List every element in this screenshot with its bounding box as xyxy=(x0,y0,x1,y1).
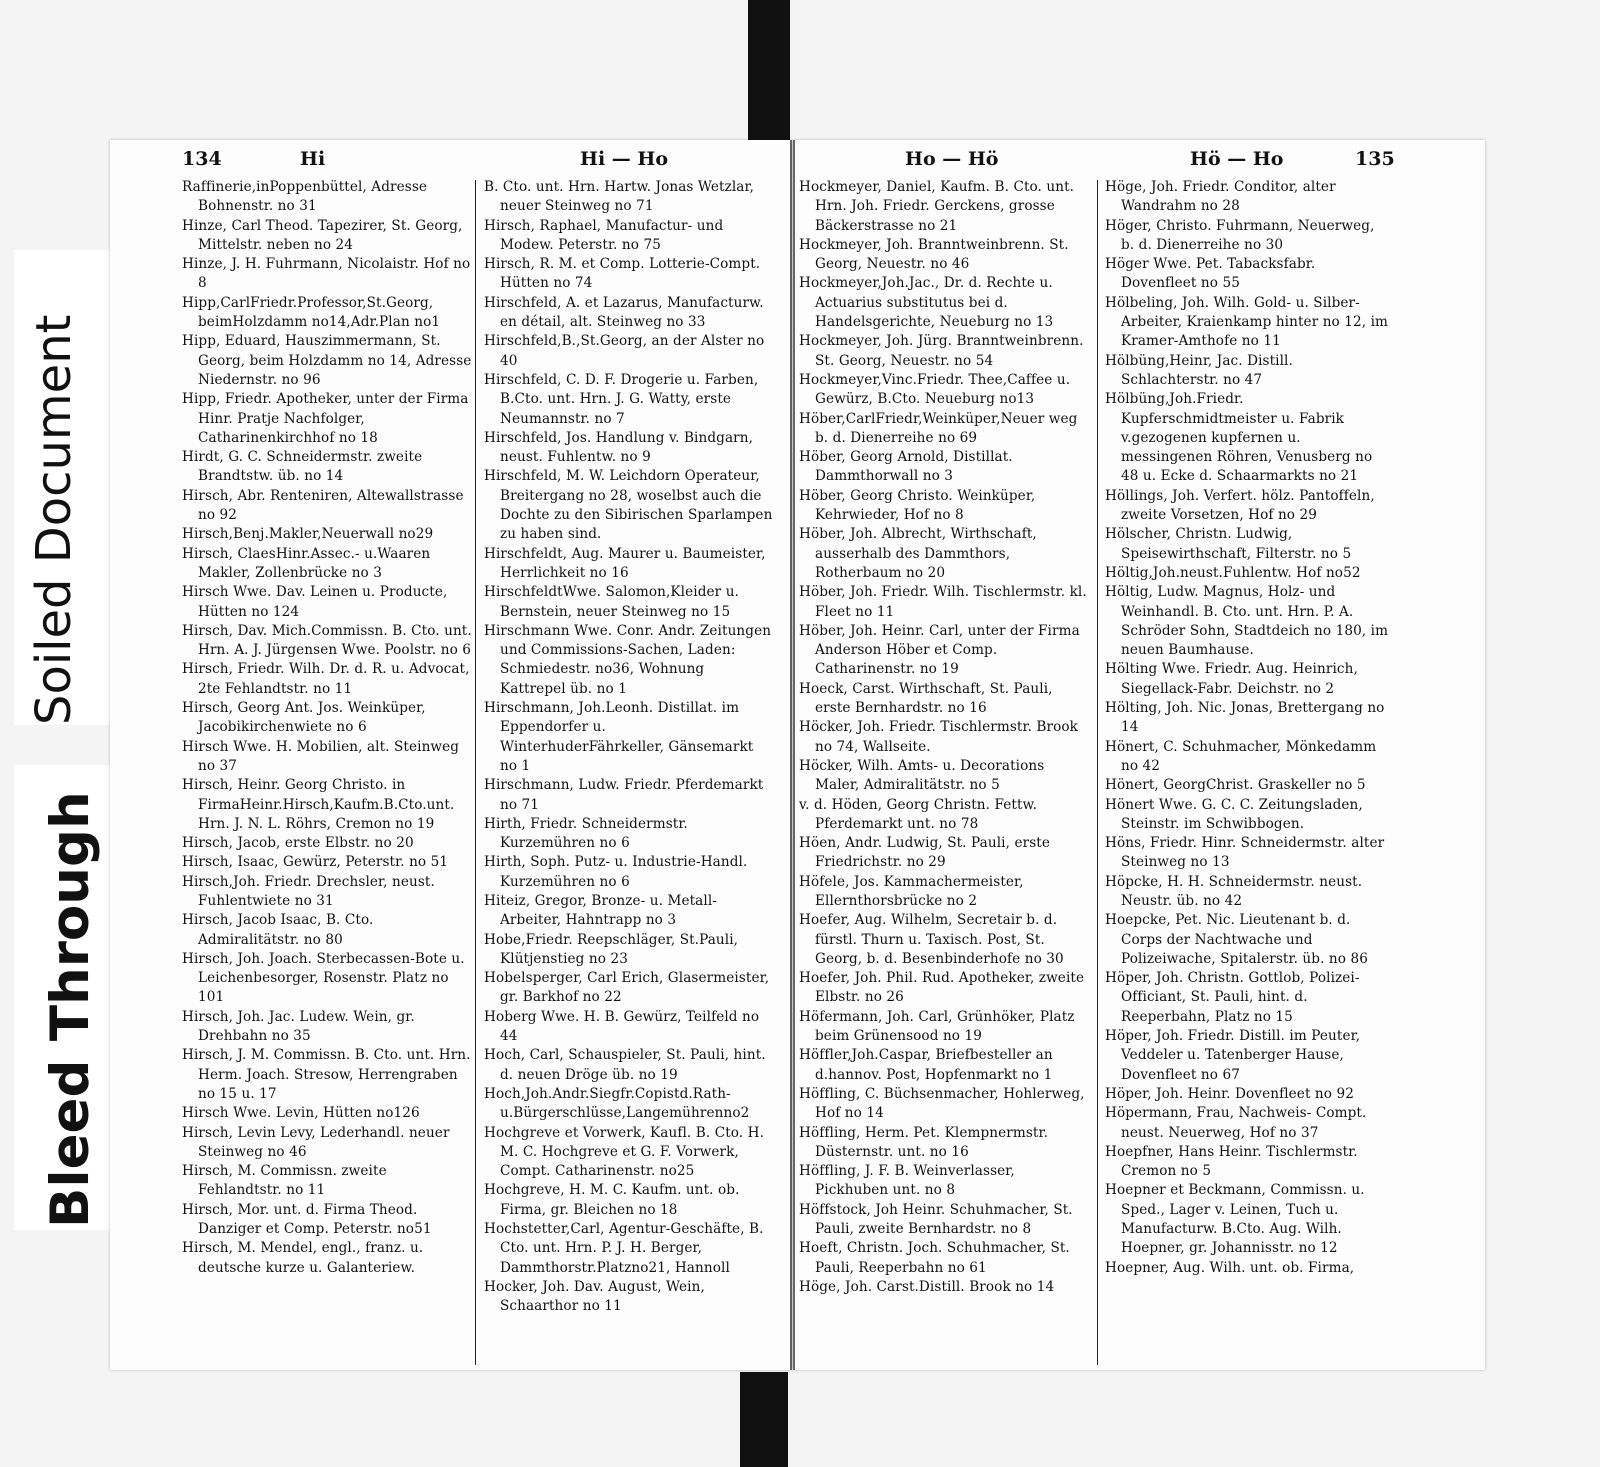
directory-entry: Hirschmann, Ludw. Friedr. Pferdemarkt no 71 xyxy=(484,777,764,813)
directory-entry: Höcker, Wilh. Amts- u. Decorations Maler, Admiralitätstr. no 5 xyxy=(799,757,1045,794)
directory-entry: Hirsch, Joh. Joach. Sterbecassen-Bote u. Leichenbesorger, Rosenstr. Platz no 101 xyxy=(182,950,465,1006)
directory-entry: Hirsch, Joh. Jac. Ludew. Wein, gr. Drehbahn no 35 xyxy=(182,1008,415,1045)
directory-entry: Hoepcke, Pet. Nic. Lieutenant b. d. Corps der Nachtwache und Polizeiwache, Spitalerstr. üb. no 86 xyxy=(1105,912,1368,967)
directory-entry: Höper, Joh. Heinr. Dovenfleet no 92 xyxy=(1105,1085,1354,1102)
right-page-header xyxy=(855,148,1477,172)
directory-entry: Höffling, J. F. B. Weinverlasser, Pickhuben unt. no 8 xyxy=(799,1163,1015,1199)
directory-entry: Höber, Georg Christo. Weinküper, Kehrwieder, Hof no 8 xyxy=(799,487,1036,524)
directory-entry: HirschfeldtWwe. Salomon,Kleider u. Bernstein, neuer Steinweg no 15 xyxy=(484,584,739,620)
directory-entry: Hirsch,Joh. Friedr. Drechsler, neust. Fuhlentwiete no 31 xyxy=(182,873,435,909)
directory-entry: Hirschmann Wwe. Conr. Andr. Zeitungen und Commissions-Sachen, Laden: Schmiedestr. no36, Wohnung Kattrepel üb. no 1 xyxy=(484,622,772,697)
binding-bar-bottom xyxy=(740,1372,788,1467)
directory-entry: Hirsch, ClaesHinr.Assec.- u.Waaren Makler, Zollenbrücke no 3 xyxy=(182,545,431,581)
directory-entry: Höfermann, Joh. Carl, Grünhöker, Platz beim Grünensood no 19 xyxy=(799,1008,1075,1045)
directory-entry: Hochgreve, H. M. C. Kaufm. unt. ob. Firma, gr. Bleichen no 18 xyxy=(484,1182,740,1218)
directory-entry: Hölting Wwe. Friedr. Aug. Heinrich, Siegellack-Fabr. Deichstr. no 2 xyxy=(1105,661,1358,697)
directory-entry: Hölbüng,Joh.Friedr. Kupferschmidtmeister u. Fabrik v.gezogenen kupfernen u. messingenen Röhren, Venusberg no 48 u. Ecke d. Schaarmarkts no 21 xyxy=(1105,391,1373,485)
directory-entry: Hölscher, Christn. Ludwig, Speisewirthschaft, Filterstr. no 5 xyxy=(1105,526,1352,562)
directory-entry: Hiteiz, Gregor, Bronze- u. Metall-Arbeiter, Hahntrapp no 3 xyxy=(484,892,717,929)
directory-entry: Hirsch, Abr. Renteniren, Altewallstrasse no 92 xyxy=(182,487,464,524)
directory-entry: Hölbüng,Heinr, Jac. Distill. Schlachterstr. no 47 xyxy=(1105,352,1293,388)
directory-entry: Hochgreve et Vorwerk, Kaufl. B. Cto. H. M. C. Hochgreve et G. F. Vorwerk, Compt. Catharinenstr. no25 xyxy=(484,1124,765,1180)
directory-entry: Höge, Joh. Friedr. Conditor, alter Wandrahm no 28 xyxy=(1105,179,1336,215)
directory-entry: Hoepner et Beckmann, Commissn. u. Sped., Lager v. Leinen, Tuch u. Manufacturw. B.Cto. Aug. Wilh. Hoepner, gr. Johannisstr. no 12 xyxy=(1105,1182,1365,1257)
directory-entry: Hockmeyer, Joh. Jürg. Branntweinbrenn. St. Georg, Neuestr. no 54 xyxy=(799,333,1084,369)
right-page-column-2 xyxy=(1105,178,1389,1278)
directory-entry: Höpcke, H. H. Schneidermstr. neust. Neustr. üb. no 42 xyxy=(1105,873,1363,909)
directory-entry: Hoepner, Aug. Wilh. unt. ob. Firma, xyxy=(1105,1259,1355,1276)
directory-entry: Hirsch, J. M. Commissn. B. Cto. unt. Hrn. Herm. Joach. Stresow, Herrengraben no 15 u. 17 xyxy=(182,1047,471,1102)
directory-entry: Hirsch Wwe. Levin, Hütten no126 xyxy=(182,1105,420,1122)
directory-entry: Hockmeyer, Daniel, Kaufm. B. Cto. unt. Hrn. Joh. Friedr. Gerckens, grosse Bäckerstrasse no 21 xyxy=(799,179,1075,234)
binding-bar-top xyxy=(748,0,790,140)
directory-entry: Hönert, C. Schuhmacher, Mönkedamm no 42 xyxy=(1105,738,1377,774)
directory-entry: Höllings, Joh. Verfert. hölz. Pantoffeln, zweite Vorsetzen, Hof no 29 xyxy=(1105,487,1375,524)
directory-entry: Hockmeyer,Vinc.Friedr. Thee,Caffee u. Gewürz, B.Cto. Neueburg no13 xyxy=(799,371,1071,408)
directory-entry: Hochstetter,Carl, Agentur-Geschäfte, B. Cto. unt. Hrn. P. J. H. Berger, Dammthorstr.Platzno21, Hannoll xyxy=(484,1221,764,1276)
directory-entry: Hirsch, Jacob, erste Elbstr. no 20 xyxy=(182,835,414,852)
directory-entry: Raffinerie,inPoppenbüttel, Adresse Bohnenstr. no 31 xyxy=(182,179,428,215)
directory-entry: Höfele, Jos. Kammachermeister, Ellernthorsbrücke no 2 xyxy=(799,873,1024,909)
directory-entry: Hirsch, Isaac, Gewürz, Peterstr. no 51 xyxy=(182,854,449,871)
directory-entry: Hobelsperger, Carl Erich, Glasermeister, gr. Barkhof no 22 xyxy=(484,970,770,1006)
left-page-column-2 xyxy=(484,178,774,1317)
left-header-range: Hi — Ho xyxy=(580,148,669,170)
directory-entry: Hocker, Joh. Dav. August, Wein, Schaarthor no 11 xyxy=(484,1278,705,1315)
directory-entry: Höns, Friedr. Hinr. Schneidermstr. alter Steinweg no 13 xyxy=(1105,835,1385,871)
right-page-column-1 xyxy=(799,178,1089,1297)
directory-entry: Hirdt, G. C. Schneidermstr. zweite Brandtstw. üb. no 14 xyxy=(182,449,423,485)
directory-entry: Hipp, Friedr. Apotheker, unter der Firma Hinr. Pratje Nachfolger, Catharinenkirchhof no 18 xyxy=(182,391,469,446)
directory-entry: B. Cto. unt. Hrn. Hartw. Jonas Wetzlar, neuer Steinweg no 71 xyxy=(484,179,755,215)
right-header-range-1: Ho — Hö xyxy=(905,148,999,170)
directory-entry: Höger, Christo. Fuhrmann, Neuerweg, b. d. Dienerreihe no 30 xyxy=(1105,217,1375,253)
directory-entry: Hipp,CarlFriedr.Professor,St.Georg, beimHolzdamm no14,Adr.Plan no1 xyxy=(182,294,441,331)
directory-entry: Höffstock, Joh Heinr. Schuhmacher, St. Pauli, zweite Bernhardstr. no 8 xyxy=(799,1201,1073,1238)
directory-entry: Hirsch,Benj.Makler,Neuerwall no29 xyxy=(182,526,434,543)
directory-entry: Hirsch, Dav. Mich.Commissn. B. Cto. unt. Hrn. A. J. Jürgensen Wwe. Poolstr. no 6 xyxy=(182,622,472,659)
directory-entry: Hockmeyer,Joh.Jac., Dr. d. Rechte u. Actuarius substitutus bei d. Handelsgerichte, Neueburg no 13 xyxy=(799,275,1054,331)
directory-entry: Hirsch, Mor. unt. d. Firma Theod. Danziger et Comp. Peterstr. no51 xyxy=(182,1201,432,1238)
directory-entry: Höltig, Ludw. Magnus, Holz- und Weinhandl. B. Cto. unt. Hrn. P. A. Schröder Sohn, Stadtdeich no 180, im neuen Baumhause. xyxy=(1105,584,1389,659)
right-column-rule xyxy=(1097,180,1098,1365)
directory-entry: Hockmeyer, Joh. Branntweinbrenn. St. Georg, Neuestr. no 46 xyxy=(799,236,1069,273)
soiled-document-label: Soiled Document xyxy=(26,314,82,725)
directory-entry: Höltig,Joh.neust.Fuhlentw. Hof no52 xyxy=(1105,564,1361,581)
directory-entry: Hirsch Wwe. H. Mobilien, alt. Steinweg no 37 xyxy=(182,738,460,774)
directory-entry: Hipp, Eduard, Hauszimmermann, St. Georg, beim Holzdamm no 14, Adresse Niedernstr. no 96 xyxy=(182,333,472,388)
directory-entry: Hoefer, Joh. Phil. Rud. Apotheker, zweite Elbstr. no 26 xyxy=(799,970,1085,1006)
bleed-through-label: Bleed Through xyxy=(40,791,101,1228)
directory-entry: Hirth, Soph. Putz- u. Industrie-Handl. Kurzemühren no 6 xyxy=(484,854,748,890)
directory-entry: Hoch,Joh.Andr.Siegfr.Copistd.Rath-u.Bürgerschlüsse,Langemührenno2 xyxy=(484,1085,750,1122)
directory-entry: Höge, Joh. Carst.Distill. Brook no 14 xyxy=(799,1278,1055,1295)
directory-entry: Höpermann, Frau, Nachweis- Compt. neust. Neuerweg, Hof no 37 xyxy=(1105,1105,1367,1141)
directory-entry: Hirschfeld, M. W. Leichdorn Operateur, Breitergang no 28, woselbst auch die Dochte zu den Sibirischen Sparlampen zu haben sind. xyxy=(484,468,773,543)
directory-entry: v. d. Höden, Georg Christn. Fettw. Pferdemarkt unt. no 78 xyxy=(799,796,1038,832)
right-page-number: 135 xyxy=(1355,148,1395,170)
directory-entry: Hoepfner, Hans Heinr. Tischlermstr. Cremon no 5 xyxy=(1105,1143,1358,1180)
directory-entry: Hirsch, Georg Ant. Jos. Weinküper, Jacobikirchenwiete no 6 xyxy=(182,700,426,736)
right-header-range-2: Hö — Ho xyxy=(1190,148,1284,170)
left-header-letter: Hi xyxy=(300,148,326,170)
directory-entry: Hirschfeld, C. D. F. Drogerie u. Farben, B.Cto. unt. Hrn. J. G. Watty, erste Neumannstr. no 7 xyxy=(484,371,759,427)
directory-entry: Hölbeling, Joh. Wilh. Gold- u. Silber-Arbeiter, Kraienkamp hinter no 12, im Kramer-Amthofe no 11 xyxy=(1105,294,1389,350)
directory-entry: Höber, Joh. Heinr. Carl, unter der Firma Anderson Höber et Comp. Catharinenstr. no 19 xyxy=(799,622,1080,678)
directory-entry: Hirschfeldt, Aug. Maurer u. Baumeister, Herrlichkeit no 16 xyxy=(484,545,766,581)
left-page xyxy=(110,140,792,1370)
directory-entry: Hirsch, M. Mendel, engl., franz. u. deutsche kurze u. Galanteriew. xyxy=(182,1240,424,1276)
directory-entry: Hirsch, Raphael, Manufactur- und Modew. Peterstr. no 75 xyxy=(484,217,724,253)
directory-entry: Hoeft, Christn. Joch. Schuhmacher, St. Pauli, Reeperbahn no 61 xyxy=(799,1240,1070,1276)
directory-entry: Hirschmann, Joh.Leonh. Distillat. im Eppendorfer u. WinterhuderFährkeller, Gänsemarkt no 1 xyxy=(484,700,754,774)
directory-entry: Hirsch, R. M. et Comp. Lotterie-Compt. Hütten no 74 xyxy=(484,256,761,292)
directory-entry: Höcker, Joh. Friedr. Tischlermstr. Brook no 74, Wallseite. xyxy=(799,719,1078,755)
directory-entry: Hirsch, Jacob Isaac, B. Cto. Admiralitätstr. no 80 xyxy=(182,912,374,948)
directory-entry: Hoefer, Aug. Wilhelm, Secretair b. d. fürstl. Thurn u. Taxisch. Post, St. Georg, b. d. Besenbinderhofe no 30 xyxy=(799,912,1064,967)
directory-entry: Höber,CarlFriedr,Weinküper,Neuer weg b. d. Dienerreihe no 69 xyxy=(799,410,1078,446)
directory-entry: Höger Wwe. Pet. Tabacksfabr. Dovenfleet no 55 xyxy=(1105,256,1316,292)
directory-entry: Höffler,Joh.Caspar, Briefbesteller an d.hannov. Post, Hopfenmarkt no 1 xyxy=(799,1047,1053,1083)
directory-entry: Hirschfeld,B.,St.Georg, an der Alster no 40 xyxy=(484,333,765,369)
directory-entry: Hölting, Joh. Nic. Jonas, Brettergang no 14 xyxy=(1105,700,1385,736)
directory-entry: Höber, Georg Arnold, Distillat. Dammthorwall no 3 xyxy=(799,449,1013,485)
directory-entry: Hinze, J. H. Fuhrmann, Nicolaistr. Hof no 8 xyxy=(182,256,471,292)
directory-entry: Höffling, C. Büchsenmacher, Hohlerweg, Hof no 14 xyxy=(799,1085,1085,1122)
directory-entry: Höen, Andr. Ludwig, St. Pauli, erste Friedrichstr. no 29 xyxy=(799,835,1050,871)
directory-entry: Höber, Joh. Friedr. Wilh. Tischlermstr. kl. Fleet no 11 xyxy=(799,584,1087,620)
directory-entry: Höper, Joh. Friedr. Distill. im Peuter, Veddeler u. Tatenberger Hause, Dovenfleet no 67 xyxy=(1105,1028,1361,1083)
directory-entry: Hönert Wwe. G. C. C. Zeitungsladen, Steinstr. im Schwibbogen. xyxy=(1105,796,1363,832)
directory-entry: Hirth, Friedr. Schneidermstr. Kurzemühren no 6 xyxy=(484,815,688,852)
directory-entry: Hönert, GeorgChrist. Graskeller no 5 xyxy=(1105,777,1366,794)
directory-entry: Höper, Joh. Christn. Gottlob, Polizei-Officiant, St. Pauli, hint. d. Reeperbahn, Platz no 15 xyxy=(1105,970,1360,1025)
directory-entry: Hoch, Carl, Schauspieler, St. Pauli, hint. d. neuen Dröge üb. no 19 xyxy=(484,1047,766,1083)
left-column-rule xyxy=(475,180,476,1365)
directory-entry: Höffling, Herm. Pet. Klempnermstr. Düsternstr. unt. no 16 xyxy=(799,1124,1049,1160)
directory-entry: Hoberg Wwe. H. B. Gewürz, Teilfeld no 44 xyxy=(484,1008,760,1045)
directory-entry: Hirschfeld, Jos. Handlung v. Bindgarn, neust. Fuhlentw. no 9 xyxy=(484,429,754,466)
directory-entry: Hinze, Carl Theod. Tapezirer, St. Georg, Mittelstr. neben no 24 xyxy=(182,217,463,253)
right-page xyxy=(793,140,1485,1370)
directory-entry: Hobe,Friedr. Reepschläger, St.Pauli, Klütjenstieg no 23 xyxy=(484,931,739,967)
directory-entry: Hirsch, M. Commissn. zweite Fehlandtstr. no 11 xyxy=(182,1163,387,1199)
directory-entry: Hoeck, Carst. Wirthschaft, St. Pauli, erste Bernhardstr. no 16 xyxy=(799,680,1053,717)
directory-entry: Hirschfeld, A. et Lazarus, Manufacturw. en détail, alt. Steinweg no 33 xyxy=(484,294,764,331)
left-page-number: 134 xyxy=(182,148,222,170)
left-page-header xyxy=(170,148,782,172)
directory-entry: Hirsch, Levin Levy, Lederhandl. neuer Steinweg no 46 xyxy=(182,1124,450,1160)
directory-entry: Hirsch, Heinr. Georg Christo. in FirmaHeinr.Hirsch,Kaufm.B.Cto.unt. Hrn. J. N. L. Röhrs, Cremon no 19 xyxy=(182,777,455,832)
directory-entry: Höber, Joh. Albrecht, Wirthschaft, ausserhalb des Dammthors, Rotherbaum no 20 xyxy=(799,526,1037,581)
directory-entry: Hirsch Wwe. Dav. Leinen u. Producte, Hütten no 124 xyxy=(182,584,448,620)
left-page-column-1 xyxy=(182,178,472,1278)
directory-entry: Hirsch, Friedr. Wilh. Dr. d. R. u. Advocat, 2te Fehlandtstr. no 11 xyxy=(182,661,470,697)
